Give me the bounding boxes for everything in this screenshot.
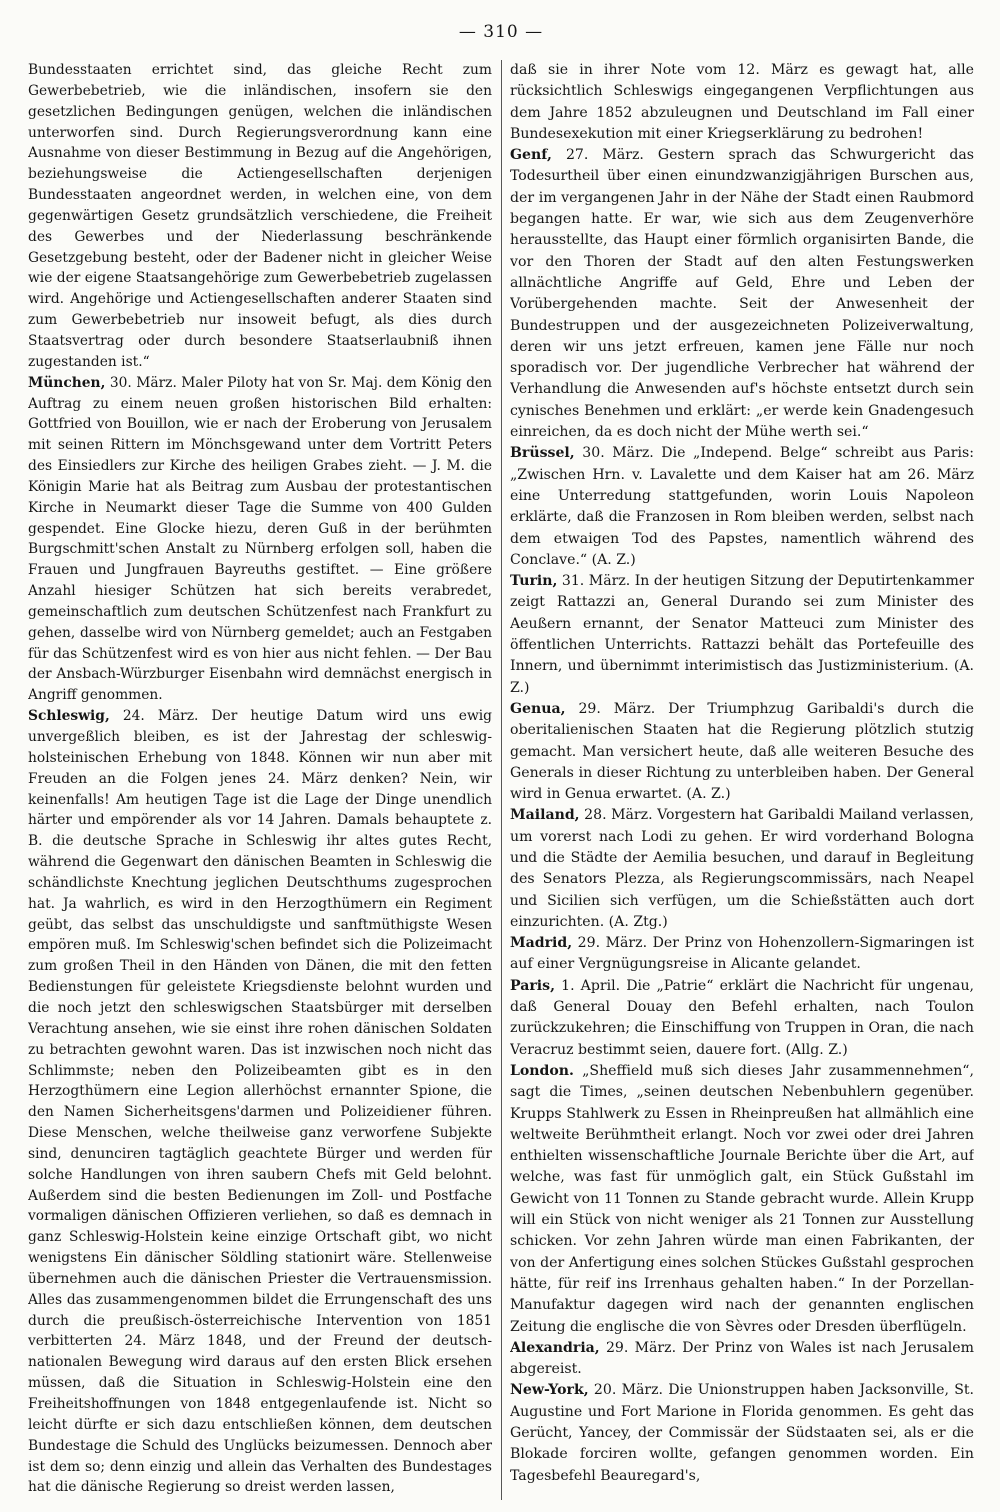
dateline: New-York, bbox=[510, 1382, 589, 1399]
article-text: Bundesstaaten errichtet sind, das gleiche Recht zum Gewerbebetrieb, wie die inländischen, insofern sie den gesetzlichen Bedingungen genügen, welchen die inländischen unterworfen sind. Durch Regierungsverordnung kann eine Ausnahme von dieser Bestimmung in Bezug auf die Angehörigen, beziehungsweise die Actiengesellschaften derjenigen Bundesstaaten angeordnet werden, in welchen eine, von dem gegenwärtigen Gesetz grundsätzlich verschiedene, die Freiheit des Gewerbes und der Niederlassung beschränkende Gesetzgebung besteht, oder der Badener nicht in gleicher Weise wie der eigene Staatsangehörige zum Gewerbebetrieb zugelassen wird. Angehörige und Actiengesellschaften anderer Staaten sind zum Gewerbebetrieb nur insoweit befugt, als dies durch Staatsvertrag oder durch besondere Staatserlaubniß ihnen zugestanden ist.“ bbox=[28, 62, 492, 370]
dateline: Paris, bbox=[510, 977, 555, 994]
article-paragraph bbox=[510, 145, 974, 443]
dateline: Schleswig, bbox=[28, 708, 110, 725]
article-text: „Sheffield muß sich dieses Jahr zusammennehmen“, sagt die Times, „seinen deutschen Nebenbuhlern gegenüber. Krupps Stahlwerk zu Essen in Rheinpreußen hat allmählich eine weltweite Berühmtheit erlangt. Noch vor zwei oder drei Jahren enthielten wissenschaftliche Journale Berichte über die Art, auf welche, was fast für unmöglich galt, ein Stück Gußstahl im Gewicht von 11 Tonnen zu Stande gebracht wurde. Allein Krupp will ein Stück von nicht weniger als 21 Tonnen zur Ausstellung schicken. Vor zehn Jahren würde man einen Fabrikanten, der von der Anfertigung eines solchen Stückes Gußstahl gesprochen hätte, für reif ins Irrenhaus gehalten haben.“ In der Porzellan-Manufaktur dagegen wird nach der genannten englischen Zeitung die englische die von Sèvres oder Dresden überflügeln. bbox=[510, 1062, 974, 1335]
article-paragraph bbox=[510, 976, 974, 1061]
article-paragraph bbox=[510, 571, 974, 699]
article-paragraph bbox=[510, 443, 974, 571]
dateline: Mailand, bbox=[510, 807, 580, 824]
dateline: London. bbox=[510, 1062, 574, 1079]
article-paragraph bbox=[28, 373, 492, 707]
article-paragraph bbox=[510, 1338, 974, 1381]
article-text: 29. März. Der Triumphzug Garibaldi's durch die oberitalienischen Staaten hat die Regierung plötzlich stutzig gemacht. Man versichert heute, daß alle weiteren Besuche des Generals in dieser Richtung zu unterbleiben haben. Der General wird in Genua erwartet. (A. Z.) bbox=[510, 700, 974, 803]
article-paragraph bbox=[28, 706, 492, 1498]
right-column bbox=[510, 60, 974, 1500]
dateline: Genf, bbox=[510, 147, 552, 164]
dateline: Genua, bbox=[510, 700, 566, 717]
dateline: Madrid, bbox=[510, 935, 573, 952]
article-text: 28. März. Vorgestern hat Garibaldi Mailand verlassen, um vorerst nach Lodi zu gehen. Er wird vorderhand Bologna und die Städte der Aemilia besuchen, und darauf in Begleitung des Senators Plezza, als Regierungscommissärs, nach Neapel und Sicilien sich verfügen, um die Schießstätten auch dort einzurichten. (A. Ztg.) bbox=[510, 807, 974, 930]
dateline: Brüssel, bbox=[510, 445, 575, 462]
article-text: 27. März. Gestern sprach das Schwurgericht das Todesurtheil über einen einundzwanzigjährigen Burschen aus, der im vergangenen Jahr in der Nähe der Stadt einen Raubmord begangen hatte. Er war, wie sich aus dem Zeugenverhöre herausstellte, das Haupt einer förmlich organisirten Bande, die vor den Thoren der Stadt auf den alten Festungswerken allnächtliche Angriffe auf Geld, Ehre und Leben der Vorübergehenden machte. Seit der Anwesenheit der Bundestruppen und der ausgezeichneten Polizeiverwaltung, deren wir uns jetzt erfreuen, kamen jene Fälle nur noch sporadisch vor. Der jugendliche Verbrecher hat während der Verhandlung die Anwesenden auf's höchste entsetzt durch sein cynisches Benehmen und erklärt: „er werde kein Gnadengesuch einreichen, da es doch nicht der Mühe werth sei.“ bbox=[510, 147, 974, 441]
article-paragraph bbox=[510, 805, 974, 933]
dateline: München, bbox=[28, 374, 106, 391]
article-text: 30. März. Maler Piloty hat von Sr. Maj. dem König den Auftrag zu einem neuen großen historischen Bild erhalten: Gottfried von Bouillon, wie er nach der Eroberung von Jerusalem mit seinen Rittern im Mönchsgewand unter dem Vortritt Peters des Einsiedlers zur Kirche des heiligen Grabes zieht. — J. M. die Königin Marie hat als Beitrag zum Ausbau der protestantischen Kirche in Neumarkt dieser Tage die Summe von 400 Gulden gespendet. Eine Glocke hiezu, deren Guß in der berühmten Burgschmitt'schen Anstalt zu Nürnberg erfolgen soll, haben die Frauen und Jungfrauen Bayreuths gestiftet. — Eine größere Anzahl hiesiger Schützen hat sich bereits verabredet, gemeinschaftlich zum deutschen Schützenfest nach Frankfurt zu gehen, dasselbe wird von Nürnberg gemeldet; auch an Festgaben für das Schützenfest wird es von hier aus nicht fehlen. — Der Bau der Ansbach-Würzburger Eisenbahn wird demnächst energisch in Angriff genommen. bbox=[28, 374, 492, 704]
article-paragraph bbox=[510, 60, 974, 145]
article-text: 24. März. Der heutige Datum wird uns ewig unvergeßlich bleiben, es ist der Jahrestag der schleswig-holsteinischen Erhebung von 1848. Können wir nun aber mit Freuden an die Folgen jenes 24. März denken? Nein, wir keinenfalls! Am heutigen Tage ist die Lage der Dinge unendlich härter und empörender als vor 14 Jahren. Damals behauptete z. B. die deutsche Sprache in Schleswig ihr altes gutes Recht, während die Gegenwart den dänischen Beamten in Schleswig die schändlichste Knechtung jeglichen Deutschthums zugesprochen hat. Ja wahrlich, es wird in den Herzogthümern ein Regiment geübt, das selbst das unschuldigste und sanftmüthigste Wesen empören muß. Im Schleswig'schen befindet sich die Polizeimacht zum großen Theil in den Händen von Dänen, die mit den fetten Bedienstungen für geleistete Kriegsdienste belohnt wurden und die noch jetzt den schleswigschen Staatsbürger mit derselben Verachtung ansehen, wie sie einst ihre rohen dänischen Soldaten zu betrachten gewohnt waren. Das ist inzwischen noch nicht das Schlimmste; neben den Polizeibeamten gibt es in den Herzogthümern eine Legion allerhöchst ernannter Spione, die den Namen Sicherheitsgens'darmen und Polizeidiener führen. Diese Menschen, welche theilweise ganz verworfene Subjekte sind, denunciren tagtäglich geachtete Bürger und werden für solche Handlungen von ihren saubern Chefs mit Geld belohnt. Außerdem sind die besten Bedienungen im Zoll- und Postfache vormaligen dänischen Offizieren verliehen, so daß es demnach in ganz Schleswig-Holstein keine einzige Ortschaft gibt, wo nicht wenigstens Ein dänischer Söldling stationirt wäre. Stellenweise übernehmen auch die dänischen Priester die Vertrauensmission. Alles das zusammengenommen bildet die Errungenschaft des uns durch die preußisch-österreichische Intervention von 1851 verbitterten 24. März 1848, und der Freund der deutsch-nationalen Bewegung wird daraus auf den ersten Blick ersehen müssen, daß die Situation in Schleswig-Holstein eine den Freiheitshoffnungen von 1848 entgegenlaufende ist. Nicht so leicht dürfte er sich dazu entschließen können, dem deutschen Bundestage die Schuld des Unglücks beizumessen. Dennoch aber ist dem so; denn einzig und allein das Verhalten des Bundestages hat die dänische Regierung so dreist werden lassen, bbox=[28, 708, 492, 1496]
article-paragraph bbox=[510, 699, 974, 805]
article-text: 31. März. In der heutigen Sitzung der Deputirtenkammer zeigt Rattazzi an, General Durando sei zum Minister des Aeußern ernannt, der Senator Matteuci zum Minister des öffentlichen Unterrichts. Rattazzi behält das Portefeuille des Innern, und übernimmt interimistisch das Justizministerium. (A. Z.) bbox=[510, 573, 974, 696]
columns bbox=[28, 60, 974, 1500]
page-number: — 310 — bbox=[458, 22, 544, 42]
dateline: Turin, bbox=[510, 573, 558, 590]
article-paragraph bbox=[510, 1061, 974, 1338]
article-paragraph bbox=[510, 933, 974, 976]
article-text: 29. März. Der Prinz von Hohenzollern-Sigmaringen ist auf einer Vergnügungsreise in Alicante gelandet. bbox=[510, 935, 974, 973]
article-paragraph bbox=[510, 1380, 974, 1486]
article-text: 30. März. Die „Independ. Belge“ schreibt aus Paris: „Zwischen Hrn. v. Lavalette und dem Kaiser hat am 26. März eine Unterredung stattgefunden, worin Louis Napoleon erklärte, daß die Franzosen in Rom bleiben werden, selbst nach dem etwaigen Tod des Papstes, namentlich während des Conclave.“ (A. Z.) bbox=[510, 445, 974, 568]
article-text: 20. März. Die Unionstruppen haben Jacksonville, St. Augustine und Fort Marione in Florida genommen. Es geht das Gerücht, Yancey, der Commissär der Südstaaten sei, als er die Blokade forciren wollte, gefangen genommen worden. Ein Tagesbefehl Beauregard's, bbox=[510, 1382, 974, 1484]
article-text: daß sie in ihrer Note vom 12. März es gewagt hat, alle rücksichtlich Schleswigs eingegangenen Verpflichtungen aus dem Jahre 1852 abzuleugnen und Deutschland im Fall einer Bundesexekution mit einer Kriegserklärung zu bedrohen! bbox=[510, 62, 974, 142]
article-paragraph bbox=[28, 60, 492, 373]
article-text: 1. April. Die „Patrie“ erklärt die Nachricht für ungenau, daß General Douay den Befehl erhalten, nach Toulon zurückzukehren; die Einschiffung von Truppen in Oran, die nach Veracruz bestimmt seien, dauere fort. (Allg. Z.) bbox=[510, 977, 974, 1058]
left-column bbox=[28, 60, 492, 1500]
dateline: Alexandria, bbox=[510, 1339, 600, 1356]
article-text: 29. März. Der Prinz von Wales ist nach Jerusalem abgereist. bbox=[510, 1339, 974, 1378]
column-rule bbox=[501, 60, 502, 1500]
